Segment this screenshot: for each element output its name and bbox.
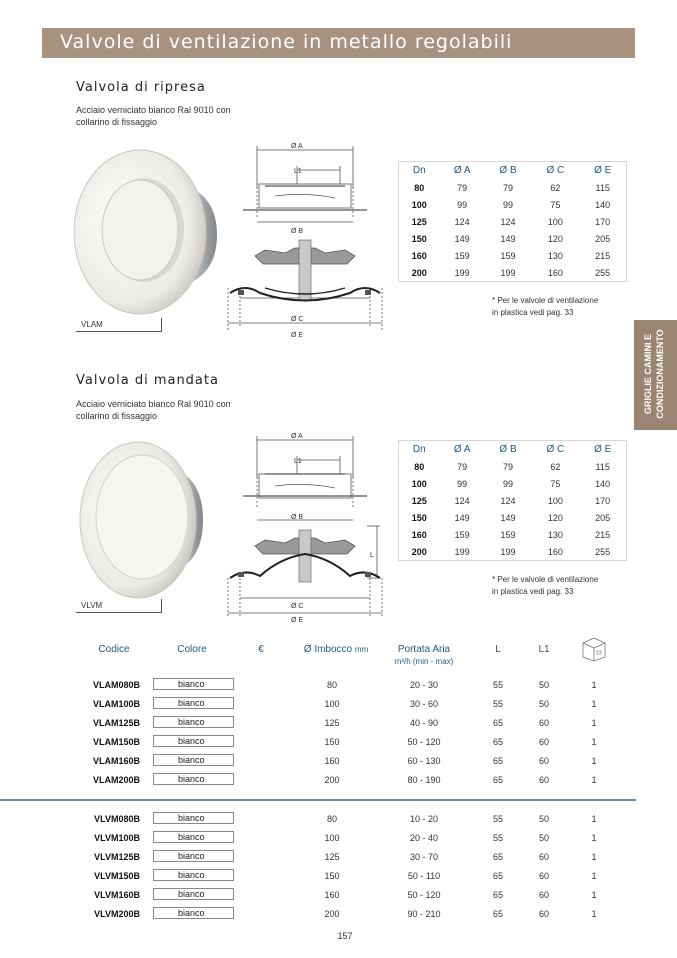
- product-code: VLAM125B: [92, 718, 140, 728]
- product-imbocco: 80: [326, 814, 337, 824]
- dim-b-label: Ø B: [291, 228, 304, 235]
- product-l1: 60: [538, 718, 549, 728]
- dim-row: [399, 247, 626, 264]
- dim-cell: 150: [411, 512, 427, 523]
- dim-cell: 159: [500, 250, 516, 261]
- dimension-table-mandata: [398, 440, 627, 561]
- dim-row: [399, 179, 626, 196]
- product-color: bianco: [153, 850, 234, 862]
- dim-e-label: Ø E: [291, 332, 304, 339]
- dim-header: Ø A: [453, 444, 471, 455]
- dim-cell: 130: [547, 250, 563, 261]
- dim-row: [399, 264, 626, 281]
- dim-cell: 120: [547, 233, 563, 244]
- dim-cell: 199: [454, 546, 470, 557]
- dimension-table-ripresa: [398, 161, 627, 282]
- product-color: bianco: [153, 735, 234, 747]
- dim-cell: 100: [411, 478, 427, 489]
- product-l: 65: [492, 890, 503, 900]
- dim-a-label: Ø A: [291, 143, 303, 150]
- dim-row: [399, 196, 626, 213]
- product-color: bianco: [153, 812, 234, 824]
- note-mandata: * Per le valvole di ventilazione in plastica vedi pag. 33: [492, 575, 599, 596]
- product-l: 65: [492, 718, 503, 728]
- dim-cell: 205: [595, 233, 611, 244]
- product-row: [76, 734, 636, 752]
- dim-cell: 140: [595, 478, 611, 489]
- product-l: 65: [492, 852, 503, 862]
- product-l: 55: [492, 699, 503, 709]
- product-portata: 60 - 130: [407, 756, 441, 766]
- product-imbocco: 100: [324, 699, 340, 709]
- product-imbocco: 125: [324, 852, 340, 862]
- dim-header: Ø B: [499, 165, 517, 176]
- product-imbocco: 100: [324, 833, 340, 843]
- dim-header: Dn: [412, 444, 426, 455]
- dim-cell: 75: [550, 199, 561, 210]
- product-row: [76, 772, 636, 790]
- product-portata: 20 - 40: [409, 833, 439, 843]
- product-row: [76, 715, 636, 733]
- product-imbocco: 200: [324, 775, 340, 785]
- dim-row: [399, 458, 626, 475]
- dim-header: Ø B: [499, 444, 517, 455]
- header-portata: Portata Aria m³/h (min - max): [394, 644, 454, 666]
- product-qty: 1: [591, 775, 597, 785]
- dim-cell: 130: [547, 529, 563, 540]
- product-qty: 1: [591, 909, 597, 919]
- dim-e-label: Ø E: [291, 617, 304, 624]
- dim-cell: 99: [457, 478, 468, 489]
- dim-cell: 120: [547, 512, 563, 523]
- product-qty: 1: [591, 852, 597, 862]
- product-code: VLVM080B: [94, 814, 140, 824]
- product-row: [76, 696, 636, 714]
- header-euro: €: [258, 644, 264, 655]
- dim-cell: 205: [595, 512, 611, 523]
- dim-cell: 255: [595, 546, 611, 557]
- product-code: VLVM150B: [94, 871, 140, 881]
- dim-cell: 200: [411, 267, 427, 278]
- product-l: 65: [492, 909, 503, 919]
- dim-row: [399, 492, 626, 509]
- product-row: [76, 677, 636, 695]
- product-l: 55: [492, 680, 503, 690]
- product-l1: 50: [538, 699, 549, 709]
- product-imbocco: 150: [324, 871, 340, 881]
- product-color: bianco: [153, 754, 234, 766]
- product-imbocco: 80: [326, 680, 337, 690]
- dim-table: [399, 441, 626, 560]
- note-ripresa: * Per le valvole di ventilazione in plastica vedi pag. 33: [492, 296, 599, 317]
- product-imbocco: 125: [324, 718, 340, 728]
- dim-header: Ø C: [546, 165, 565, 176]
- dim-cell: 159: [500, 529, 516, 540]
- page-number: 157: [337, 931, 353, 941]
- dim-cell: 75: [550, 478, 561, 489]
- product-row: [76, 811, 636, 829]
- dim-cell: 215: [595, 529, 611, 540]
- dim-cell: 124: [500, 216, 516, 227]
- header-codice: Codice: [98, 644, 130, 655]
- product-qty: 1: [591, 680, 597, 690]
- product-l: 55: [492, 814, 503, 824]
- product-l: 65: [492, 756, 503, 766]
- section-desc-mandata: Acciaio verniciato bianco Ral 9010 con collarino di fissaggio: [76, 399, 231, 421]
- product-portata: 90 - 210: [407, 909, 441, 919]
- product-l: 65: [492, 775, 503, 785]
- product-l1: 60: [538, 852, 549, 862]
- product-portata: 80 - 190: [407, 775, 441, 785]
- product-color: bianco: [153, 869, 234, 881]
- dim-l1-label: L1: [294, 168, 302, 175]
- dim-cell: 199: [454, 267, 470, 278]
- product-row: [76, 753, 636, 771]
- dim-table: [399, 162, 626, 281]
- product-color: bianco: [153, 773, 234, 785]
- dim-cell: 199: [500, 267, 516, 278]
- product-l1: 60: [538, 890, 549, 900]
- label-vlvm: VLVM: [76, 599, 162, 613]
- product-code: VLAM080B: [92, 680, 140, 690]
- technical-drawing-ripresa: [225, 138, 385, 343]
- product-l: 65: [492, 871, 503, 881]
- product-code: VLAM200B: [92, 775, 140, 785]
- product-row: [76, 830, 636, 848]
- dim-header: Ø C: [546, 444, 565, 455]
- section-title-ripresa: Valvola di ripresa: [76, 80, 206, 95]
- dim-cell: 160: [411, 250, 427, 261]
- product-imbocco: 200: [324, 909, 340, 919]
- product-l1: 60: [538, 775, 549, 785]
- dim-b-label: Ø B: [291, 514, 304, 521]
- header-l: L: [495, 644, 501, 655]
- product-portata: 20 - 30: [409, 680, 439, 690]
- dim-cell: 79: [503, 182, 514, 193]
- dim-cell: 149: [500, 512, 516, 523]
- product-row: [76, 906, 636, 924]
- dim-cell: 100: [547, 495, 563, 506]
- dim-row: [399, 543, 626, 560]
- dim-cell: 160: [411, 529, 427, 540]
- dim-cell: 140: [595, 199, 611, 210]
- product-portata: 50 - 120: [407, 737, 441, 747]
- product-color: bianco: [153, 831, 234, 843]
- dim-cell: 100: [411, 199, 427, 210]
- dim-row: [399, 526, 626, 543]
- product-code: VLVM125B: [94, 852, 140, 862]
- dim-cell: 159: [454, 529, 470, 540]
- dim-cell: 170: [595, 216, 611, 227]
- product-l1: 60: [538, 871, 549, 881]
- dim-c-label: Ø C: [291, 316, 304, 323]
- product-code: VLAM160B: [92, 756, 140, 766]
- valve-ripresa-photo: [72, 140, 222, 325]
- product-code: VLAM100B: [92, 699, 140, 709]
- title-bar: [42, 28, 635, 58]
- product-imbocco: 160: [324, 756, 340, 766]
- dim-cell: 62: [550, 461, 561, 472]
- product-row: [76, 849, 636, 867]
- product-code: VLVM160B: [94, 890, 140, 900]
- page-title: Valvole di ventilazione in metallo regolabili: [60, 31, 513, 53]
- dim-cell: 255: [595, 267, 611, 278]
- dim-cell: 80: [414, 182, 425, 193]
- product-code: VLVM200B: [94, 909, 140, 919]
- dim-cell: 149: [454, 233, 470, 244]
- product-color: bianco: [153, 678, 234, 690]
- dim-header: Dn: [412, 165, 426, 176]
- dim-cell: 80: [414, 461, 425, 472]
- valve-mandata-photo: [78, 435, 208, 605]
- product-portata: 10 - 20: [409, 814, 439, 824]
- product-qty: 1: [591, 737, 597, 747]
- dim-row: [399, 509, 626, 526]
- dim-l1-label: L1: [294, 458, 302, 465]
- product-qty: 1: [591, 871, 597, 881]
- dim-cell: 62: [550, 182, 561, 193]
- product-portata: 50 - 110: [407, 871, 441, 881]
- side-tab-text: GRIGLIE CAMINI E CONDIZIONAMENTO: [643, 329, 665, 419]
- dim-cell: 160: [547, 546, 563, 557]
- product-l1: 60: [538, 909, 549, 919]
- product-qty: 1: [591, 756, 597, 766]
- dim-cell: 99: [457, 199, 468, 210]
- dim-cell: 124: [500, 495, 516, 506]
- product-portata: 30 - 60: [409, 699, 439, 709]
- product-code: VLAM150B: [92, 737, 140, 747]
- product-color: bianco: [153, 697, 234, 709]
- product-qty: 1: [591, 833, 597, 843]
- dim-header: Ø E: [594, 444, 612, 455]
- dim-row: [399, 475, 626, 492]
- dim-a-label: Ø A: [291, 433, 303, 440]
- dim-cell: 79: [457, 461, 468, 472]
- dim-cell: 199: [500, 546, 516, 557]
- section-title-mandata: Valvola di mandata: [76, 373, 219, 388]
- dim-header: Ø E: [594, 165, 612, 176]
- dim-l-label: L: [370, 552, 374, 559]
- dim-row: [399, 230, 626, 247]
- dim-cell: 99: [503, 478, 514, 489]
- dim-cell: 100: [547, 216, 563, 227]
- dim-cell: 79: [457, 182, 468, 193]
- product-code: VLVM100B: [94, 833, 140, 843]
- dim-cell: 124: [454, 495, 470, 506]
- product-portata: 50 - 120: [407, 890, 441, 900]
- product-l1: 60: [538, 737, 549, 747]
- section-desc-ripresa: Acciaio verniciato bianco Ral 9010 con collarino di fissaggio: [76, 105, 231, 127]
- dim-row: [399, 213, 626, 230]
- product-imbocco: 160: [324, 890, 340, 900]
- product-qty: 1: [591, 814, 597, 824]
- dim-cell: 200: [411, 546, 427, 557]
- dim-cell: 115: [595, 182, 610, 193]
- product-portata: 30 - 70: [409, 852, 439, 862]
- side-tab: [634, 320, 677, 430]
- product-row: [76, 887, 636, 905]
- product-l1: 50: [538, 833, 549, 843]
- product-color: bianco: [153, 716, 234, 728]
- product-qty: 1: [591, 890, 597, 900]
- technical-drawing-mandata: [225, 428, 385, 628]
- dim-cell: 125: [411, 495, 427, 506]
- product-color: bianco: [153, 888, 234, 900]
- dim-cell: 149: [500, 233, 516, 244]
- dim-cell: 115: [595, 461, 610, 472]
- dim-c-label: Ø C: [291, 603, 304, 610]
- dim-cell: 124: [454, 216, 470, 227]
- table-divider: [0, 799, 636, 801]
- dim-cell: 170: [595, 495, 611, 506]
- dim-cell: 215: [595, 250, 611, 261]
- product-qty: 1: [591, 718, 597, 728]
- dim-cell: 150: [411, 233, 427, 244]
- dim-cell: 160: [547, 267, 563, 278]
- header-l1: L1: [538, 644, 550, 655]
- product-portata: 40 - 90: [409, 718, 439, 728]
- dim-cell: 125: [411, 216, 427, 227]
- dim-cell: 79: [503, 461, 514, 472]
- product-l: 55: [492, 833, 503, 843]
- dim-cell: 159: [454, 250, 470, 261]
- header-imbocco: Ø Imbocco mm: [303, 644, 369, 655]
- product-l1: 50: [538, 814, 549, 824]
- dim-cell: 99: [503, 199, 514, 210]
- dim-cell: 149: [454, 512, 470, 523]
- product-l: 65: [492, 737, 503, 747]
- product-row: [76, 868, 636, 886]
- product-color: bianco: [153, 907, 234, 919]
- box-icon: [581, 636, 607, 662]
- label-vlam: VLAM: [76, 318, 162, 332]
- product-l1: 60: [538, 756, 549, 766]
- product-imbocco: 150: [324, 737, 340, 747]
- dim-header: Ø A: [453, 165, 471, 176]
- product-l1: 50: [538, 680, 549, 690]
- product-qty: 1: [591, 699, 597, 709]
- header-colore: Colore: [177, 644, 207, 655]
